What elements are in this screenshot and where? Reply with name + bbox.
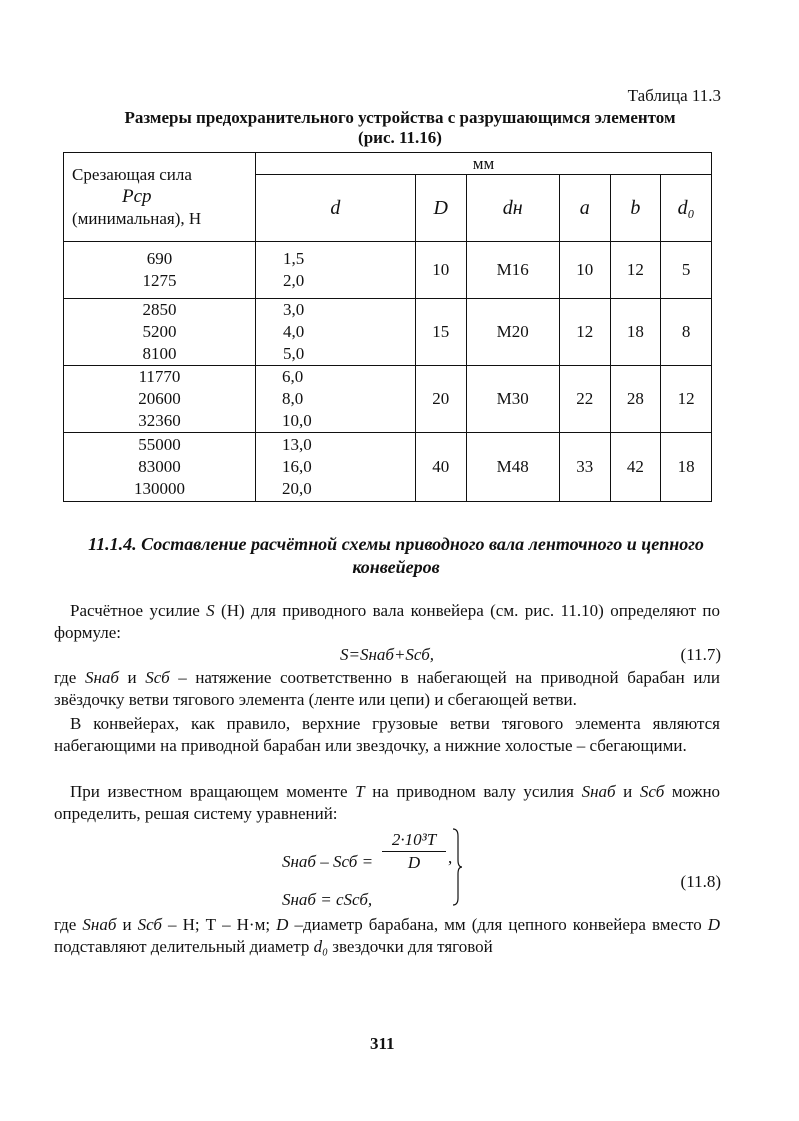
a-cell: 33 [559,433,610,502]
paragraph-4 [54,781,720,825]
force-value: 83000 [138,457,181,476]
symbol-d0: d₀ [313,937,329,956]
fraction-denominator: D [407,853,421,872]
equation-system-11-8 [282,830,472,910]
system-line-2: Sнаб = cSсб, [282,890,373,909]
d-value: 20,0 [282,479,312,498]
force-value: 11770 [138,367,181,386]
paragraph-1 [54,600,720,644]
text-span: –диаметр барабана, мм (для цепного конвейера вместо [294,915,702,934]
d-cell [256,366,416,433]
force-cell [64,366,256,433]
symbol-S-nab: Sнаб [84,668,119,687]
text-span: и [623,782,633,801]
table-row [64,433,712,502]
force-value: 130000 [134,479,185,498]
a-cell: 12 [559,299,610,366]
force-value: 8100 [142,344,177,363]
table-header-units-row [64,153,712,175]
symbol-S-nab: Sнаб [581,782,616,801]
b-cell: 12 [610,242,661,299]
d-value: 1,5 [283,249,305,268]
force-value: 2850 [142,300,177,319]
d0-cell: 5 [661,242,712,299]
d0-cell: 8 [661,299,712,366]
equation-number-11-8: (11.8) [680,872,721,891]
dimensions-table [63,152,712,502]
text-span: и [127,668,137,687]
symbol-S: S [206,601,215,620]
system-line-1: Sнаб – Sсб = [282,852,374,871]
dn-cell: M48 [466,433,559,502]
right-brace-icon [452,828,462,906]
a-cell: 10 [559,242,610,299]
column-header-D: D [415,175,466,242]
d-cell [256,433,416,502]
d-value: 2,0 [283,271,305,290]
text-span: и [122,915,132,934]
table-row [64,299,712,366]
dn-cell: M16 [466,242,559,299]
D-cell: 10 [415,242,466,299]
a-cell: 22 [559,366,610,433]
text-span: на приводном валу усилия [372,782,574,801]
header-force-cell [64,153,256,242]
text-span: можно определить, решая систему уравнений: [54,782,721,823]
header-force-label: Срезающая сила [72,165,192,184]
text-span: где [54,668,77,687]
force-value: 20600 [138,389,181,408]
b-cell: 28 [610,366,661,433]
D-cell: 15 [415,299,466,366]
symbol-S-sb: Sсб [145,668,170,687]
header-force-symbol: Pср [122,186,152,207]
text-span: подставляют делительный диаметр [54,937,310,956]
section-heading [56,533,736,579]
table-label: Таблица 11.3 [627,86,721,105]
symbol-S-nab: Sнаб [82,915,117,934]
d-value: 6,0 [282,367,304,386]
force-value: 32360 [138,411,181,430]
column-header-d: d [256,175,416,242]
text-span: где [54,915,77,934]
force-value: 5200 [142,322,177,341]
d0-cell: 18 [661,433,712,502]
column-header-b: b [610,175,661,242]
dn-cell: M30 [466,366,559,433]
symbol-D: D [276,915,289,934]
system-fraction [382,830,446,873]
system-comma: , [448,848,453,867]
symbol-D: D [707,915,721,934]
header-units: мм [256,153,712,175]
force-value: 1275 [142,271,177,290]
column-header-a: a [559,175,610,242]
b-cell: 42 [610,433,661,502]
text-span: звездочки для тяговой [332,937,493,956]
header-force-label-2: (минимальная), Н [72,209,202,228]
force-value: 55000 [138,435,181,454]
paragraph-3 [54,713,720,757]
d-value: 10,0 [282,411,312,430]
force-cell [64,433,256,502]
text-span: – Н; Т – Н·м; [168,915,271,934]
fraction-numerator: 2·10³T [382,830,446,852]
d-value: 3,0 [283,300,305,319]
d-value: 16,0 [282,457,312,476]
formula-11-7: S=Sнаб+Sсб, [340,645,435,664]
table-row [64,242,712,299]
b-cell: 18 [610,299,661,366]
column-header-dn: dн [466,175,559,242]
symbol-S-sb: Sсб [137,915,162,934]
d-value: 5,0 [283,344,305,363]
force-cell [64,242,256,299]
table-title [60,108,740,148]
equation-number-11-7: (11.7) [680,645,721,664]
text-span: В конвейерах, как правило, верхние грузовые ветви тягового элемента являются набегающими на приводной барабан или звездочку, а нижние холостые – сбегающими. [54,714,720,755]
symbol-S-sb: Sсб [639,782,665,801]
d0-cell: 12 [661,366,712,433]
text-span: (Н) для приводного вала конвейера (см. рис. 11.10) определяют по формуле: [54,601,720,642]
paragraph-5 [54,914,720,958]
d-value: 8,0 [282,389,304,408]
section-heading-line-2: конвейеров [352,557,440,577]
section-heading-line-1: 11.1.4. Составление расчётной схемы приводного вала ленточного и цепного [88,534,704,554]
force-cell [64,299,256,366]
dn-cell: M20 [466,299,559,366]
table-title-line-1: Размеры предохранительного устройства с разрушающимся элементом [124,108,676,127]
paragraph-2 [54,667,720,711]
d-cell [256,242,416,299]
symbol-T: T [355,782,365,801]
column-header-d0: d₀ [661,175,712,242]
page-number: 311 [370,1034,395,1053]
D-cell: 20 [415,366,466,433]
text-span: Расчётное усилие [70,601,200,620]
table-title-line-2: (рис. 11.16) [358,128,442,147]
text-span: При известном вращающем моменте [70,782,348,801]
force-value: 690 [146,249,173,268]
D-cell: 40 [415,433,466,502]
table-row [64,366,712,433]
d-value: 4,0 [283,322,305,341]
d-cell [256,299,416,366]
d-value: 13,0 [282,435,312,454]
text-span: – натяжение соответственно в набегающей на приводной барабан или звёздочку ветви тягового элемента (ленте или цепи) и сбегающей ветви. [54,668,721,709]
